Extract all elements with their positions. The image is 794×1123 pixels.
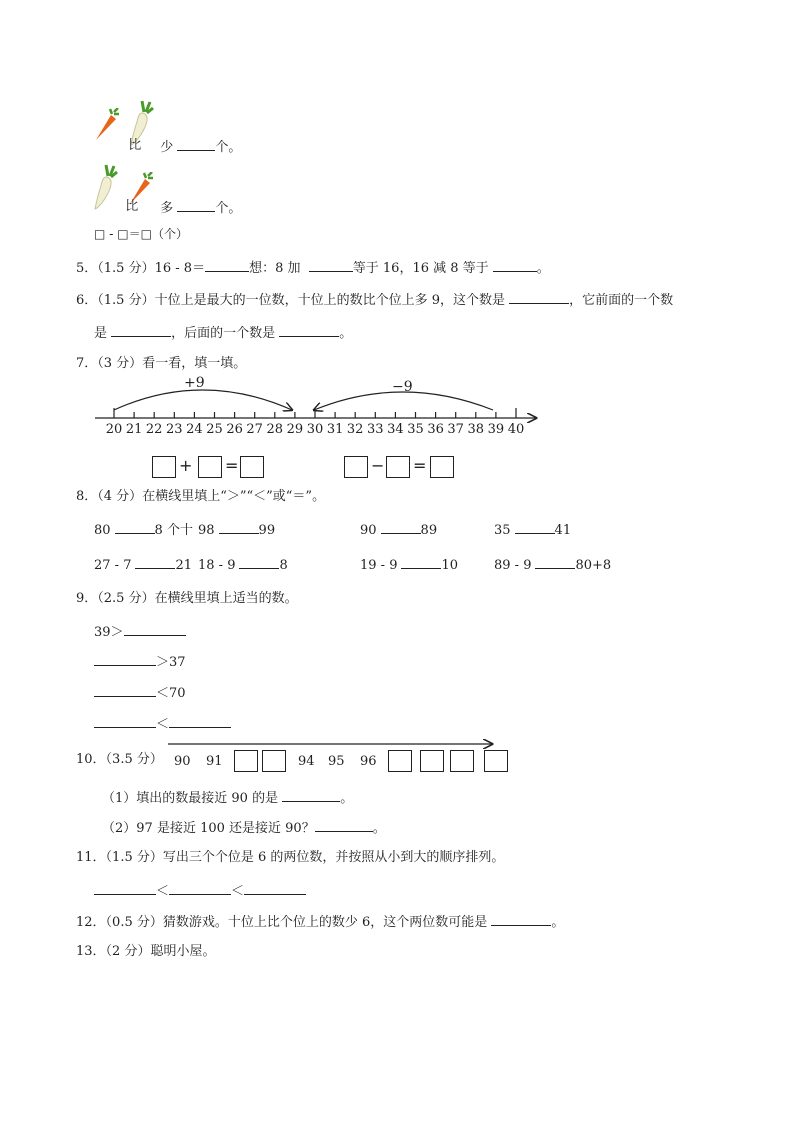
radish-icon <box>92 164 118 210</box>
tick-label: 24 <box>186 422 203 437</box>
question-text: 想：8 加 <box>249 261 305 276</box>
question-5 <box>76 258 550 278</box>
tick-label: 22 <box>145 422 163 437</box>
score: （4 分） <box>97 489 143 504</box>
carrot-icon <box>92 108 120 142</box>
answer-box[interactable] <box>388 750 412 772</box>
question-number: 6． <box>76 293 98 308</box>
question-number: 10． <box>76 752 106 767</box>
score: （3 分） <box>97 356 143 371</box>
answer-blank[interactable] <box>94 652 156 666</box>
score: （1.5 分） <box>97 293 155 308</box>
answer-blank[interactable] <box>491 912 551 926</box>
number-line-10 <box>166 736 496 778</box>
equals-sign: = <box>413 456 427 475</box>
question-text: 聪明小屋。 <box>150 944 216 959</box>
answer-box[interactable] <box>420 750 444 772</box>
question-10-sub1 <box>102 788 353 808</box>
answer-box[interactable] <box>234 750 258 772</box>
answer-box[interactable] <box>240 456 264 478</box>
question-6 <box>76 290 673 310</box>
period: 。 <box>340 791 354 806</box>
less-than: ＜ <box>156 884 170 899</box>
right-expression: 21 <box>175 558 193 573</box>
question-text: 写出三个个位是 6 的两位数，并按照从小到大的顺序排列。 <box>162 850 505 865</box>
answer-blank[interactable] <box>401 555 441 569</box>
question-12 <box>76 912 564 932</box>
expression: ＜70 <box>156 686 186 701</box>
question-text: 在横线里填上适当的数。 <box>154 591 298 606</box>
expression: 39＞ <box>94 625 124 640</box>
answer-box[interactable] <box>484 750 508 772</box>
answer-box[interactable] <box>198 456 222 478</box>
compare-item <box>494 520 571 540</box>
tick-label: 38 <box>467 422 485 437</box>
tick-label: 30 <box>306 422 324 437</box>
compare-row-1 <box>120 119 141 155</box>
score: （1.5 分） <box>97 261 155 276</box>
equals-sign: = <box>225 456 239 475</box>
minus-sign: − <box>371 456 385 475</box>
question-6-cont <box>94 323 352 343</box>
question-8 <box>76 488 325 506</box>
answer-blank[interactable] <box>515 520 555 534</box>
question-number: 8． <box>76 489 98 504</box>
answer-blank[interactable] <box>111 323 171 337</box>
word: 比 <box>128 138 142 153</box>
tick-label: 31 <box>326 422 344 437</box>
compare-row-2-rest <box>152 180 241 218</box>
tick-label: 37 <box>447 422 464 437</box>
answer-box[interactable] <box>450 750 474 772</box>
right-expression: 8 <box>279 558 288 573</box>
score: （0.5 分） <box>105 915 163 930</box>
q9-row-3 <box>94 683 186 703</box>
question-11-answer <box>94 881 306 901</box>
question-10-sub2 <box>102 818 386 838</box>
minus-label: −9 <box>392 379 413 395</box>
tick-label: 28 <box>266 422 284 437</box>
left-expression: 89 - 9 <box>494 558 532 573</box>
score: （2.5 分） <box>97 591 155 606</box>
compare-item <box>198 555 288 575</box>
expression: ＜ <box>156 717 170 732</box>
number-label: 91 <box>206 754 223 769</box>
tick-label: 25 <box>206 422 223 437</box>
right-expression: 8 个十 <box>154 523 193 538</box>
tick-label: 32 <box>346 422 364 437</box>
formula-line: □ - □＝□（个） <box>94 227 188 241</box>
question-number: 11． <box>76 850 106 865</box>
left-expression: 19 - 9 <box>360 558 398 573</box>
word: 多 <box>160 201 174 216</box>
question-text: 在横线里填上“＞”“＜”或“＝”。 <box>142 489 326 504</box>
answer-blank[interactable] <box>205 258 249 272</box>
left-expression: 80 <box>94 523 111 538</box>
answer-blank[interactable] <box>493 258 537 272</box>
answer-blank[interactable] <box>509 290 569 304</box>
answer-blank[interactable] <box>94 683 156 697</box>
compare-item <box>360 520 437 540</box>
q9-row-1 <box>94 622 186 642</box>
question-13 <box>76 943 215 961</box>
left-expression: 90 <box>360 523 377 538</box>
answer-blank[interactable] <box>279 323 339 337</box>
answer-blank[interactable] <box>239 555 279 569</box>
answer-blank[interactable] <box>169 714 231 728</box>
answer-blank[interactable] <box>244 881 306 895</box>
question-text: 是 <box>94 326 112 341</box>
answer-box[interactable] <box>344 456 368 478</box>
left-expression: 27 - 7 <box>94 558 132 573</box>
tick-label: 34 <box>387 422 404 437</box>
score: （1.5 分） <box>105 850 163 865</box>
tick-label: 26 <box>226 422 243 437</box>
compare-item <box>360 555 458 575</box>
period: 。 <box>536 261 550 276</box>
right-expression: 80+8 <box>575 558 612 573</box>
answer-blank[interactable] <box>219 520 259 534</box>
left-expression: 18 - 9 <box>198 558 236 573</box>
number-label: 90 <box>174 754 191 769</box>
q9-row-4 <box>94 714 231 734</box>
number-line-figure <box>92 376 542 478</box>
right-expression: 10 <box>441 558 459 573</box>
question-9 <box>76 590 298 608</box>
answer-blank[interactable] <box>94 714 156 728</box>
compare-item <box>94 520 193 540</box>
score: （3.5 分） <box>105 752 163 767</box>
question-number: 7． <box>76 356 98 371</box>
tick-label: 33 <box>367 422 384 437</box>
plus-arc <box>114 390 292 410</box>
compare-item <box>94 555 192 575</box>
answer-blank[interactable] <box>315 818 373 832</box>
answer-box[interactable] <box>430 456 454 478</box>
question-text: 猜数游戏。十位上比个位上的数少 6，这个两位数可能是 <box>162 915 492 930</box>
answer-blank[interactable] <box>177 198 215 212</box>
answer-blank[interactable] <box>282 788 340 802</box>
plus-label: +9 <box>184 375 205 391</box>
tick-label: 20 <box>105 422 123 437</box>
answer-blank[interactable] <box>309 258 353 272</box>
answer-blank[interactable] <box>381 520 421 534</box>
score: （2 分） <box>105 944 151 959</box>
less-than: ＜ <box>231 884 245 899</box>
question-text: 十位上是最大的一位数，十位上的数比个位上多 9，这个数是 <box>154 293 510 308</box>
answer-blank[interactable] <box>535 555 575 569</box>
answer-box[interactable] <box>152 456 176 478</box>
expression: ＞37 <box>156 655 186 670</box>
tick-label: 35 <box>407 422 424 437</box>
question-number: 13． <box>76 944 106 959</box>
question-text: 看一看，填一填。 <box>142 356 247 371</box>
period: 。 <box>339 326 353 341</box>
question-text: （2）97 是接近 100 还是接近 90？ <box>102 821 315 836</box>
answer-blank[interactable] <box>94 881 156 895</box>
unit: 个。 <box>215 201 242 216</box>
right-expression: 89 <box>420 523 438 538</box>
answer-blank[interactable] <box>124 622 186 636</box>
word: 少 <box>160 140 174 155</box>
question-number: 12． <box>76 915 106 930</box>
question-number: 9． <box>76 591 98 606</box>
tick-label: 39 <box>487 422 505 437</box>
compare-row-2 <box>117 180 138 216</box>
question-text: 等于 16，16 减 8 等于 <box>352 261 493 276</box>
answer-blank[interactable] <box>177 137 215 151</box>
number-label: 94 <box>298 754 315 769</box>
answer-blank[interactable] <box>115 520 155 534</box>
left-expression: 98 <box>198 523 215 538</box>
left-expression: 35 <box>494 523 511 538</box>
answer-blank[interactable] <box>169 881 231 895</box>
compare-item <box>198 520 275 540</box>
word: 比 <box>125 199 139 214</box>
compare-item <box>494 555 611 575</box>
compare-row-1-rest <box>152 119 241 157</box>
answer-blank[interactable] <box>135 555 175 569</box>
unit: 个。 <box>215 140 242 155</box>
question-7 <box>76 355 246 373</box>
answer-box[interactable] <box>386 456 410 478</box>
question-text: ，后面的一个数是 <box>171 326 280 341</box>
question-text: （1）填出的数最接近 90 的是 <box>102 791 283 806</box>
question-10 <box>76 751 163 769</box>
number-label: 95 <box>328 754 345 769</box>
question-number: 5． <box>76 261 98 276</box>
question-text: 16 - 8＝ <box>154 261 206 276</box>
question-11 <box>76 849 504 867</box>
tick-label: 40 <box>507 422 525 437</box>
axis-line-10 <box>166 736 496 752</box>
period: 。 <box>372 821 386 836</box>
tick-label: 29 <box>286 422 304 437</box>
right-expression: 99 <box>258 523 276 538</box>
period: 。 <box>551 915 565 930</box>
tick-label: 21 <box>125 422 143 437</box>
number-label: 96 <box>360 754 377 769</box>
tick-label: 23 <box>166 422 183 437</box>
tick-label: 36 <box>427 422 444 437</box>
q9-row-2 <box>94 652 186 672</box>
answer-box[interactable] <box>262 750 286 772</box>
plus-sign: + <box>179 456 193 475</box>
question-text: ，它前面的一个数 <box>569 293 674 308</box>
right-expression: 41 <box>554 523 572 538</box>
tick-label: 27 <box>246 422 263 437</box>
